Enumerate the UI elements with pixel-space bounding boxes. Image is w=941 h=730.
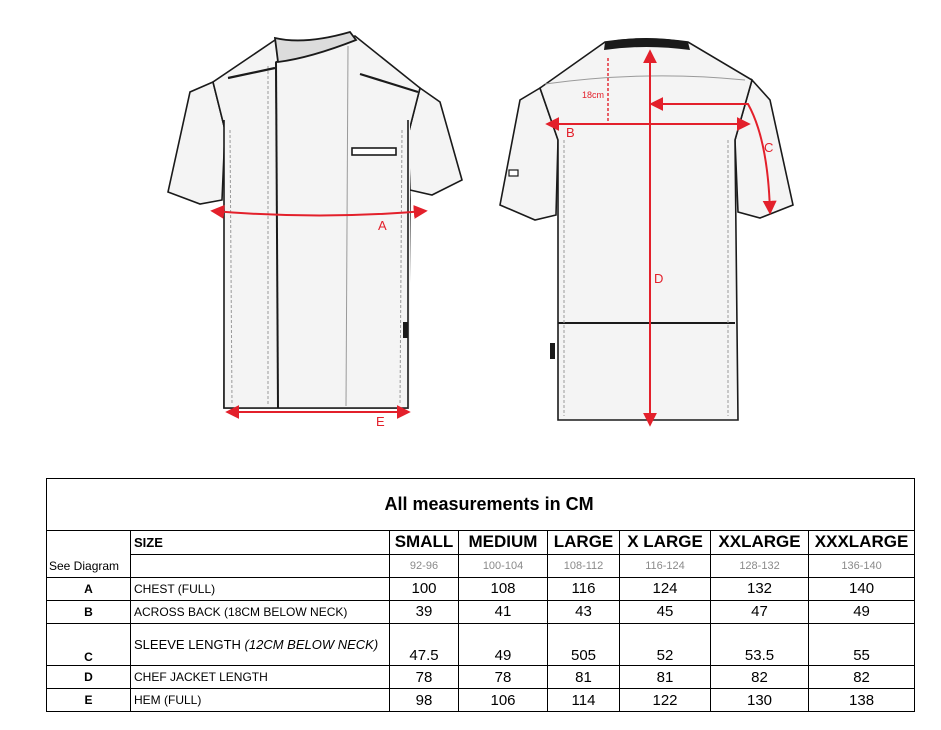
- table-row: [47, 577, 915, 600]
- range-xxxlarge: 136-140: [809, 554, 915, 577]
- table-row: [47, 666, 915, 689]
- measure-c-label: C: [764, 140, 774, 155]
- row-label-italic: (12CM BELOW NECK): [244, 636, 379, 652]
- row-code: A: [47, 577, 131, 600]
- row-code: B: [47, 600, 131, 623]
- cell: 47: [711, 600, 809, 623]
- size-chart-table: [46, 478, 915, 712]
- table-row: [47, 689, 915, 712]
- cell: 43: [548, 600, 620, 623]
- cell: 41: [459, 600, 548, 623]
- chest-pocket: [352, 148, 396, 155]
- size-medium: MEDIUM: [459, 531, 548, 555]
- back-view: [500, 38, 793, 424]
- cell: 114: [548, 689, 620, 712]
- cell: 108: [459, 577, 548, 600]
- cell: 78: [390, 666, 459, 689]
- cell: 45: [620, 600, 711, 623]
- size-large: LARGE: [548, 531, 620, 555]
- cell: 116: [548, 577, 620, 600]
- neck-offset-label: 18cm: [582, 90, 605, 100]
- measure-b-label: B: [566, 125, 575, 140]
- front-left-sleeve: [168, 82, 225, 204]
- cell: 47.5: [390, 623, 459, 666]
- size-xxxlarge: XXXLARGE: [809, 531, 915, 555]
- range-xlarge: 116-124: [620, 554, 711, 577]
- cell: 52: [620, 623, 711, 666]
- cell: 55: [809, 623, 915, 666]
- row-label: CHEST (FULL): [131, 577, 390, 600]
- cell: 140: [809, 577, 915, 600]
- table-row: [47, 623, 915, 666]
- range-large: 108-112: [548, 554, 620, 577]
- back-body: [540, 39, 752, 420]
- range-xxlarge: 128-132: [711, 554, 809, 577]
- size-header: SIZE: [131, 531, 390, 555]
- measure-d-label: D: [654, 271, 664, 286]
- table-row: [47, 600, 915, 623]
- row-code: C: [47, 623, 131, 666]
- cell: 132: [711, 577, 809, 600]
- cell: 49: [809, 600, 915, 623]
- cell: 39: [390, 600, 459, 623]
- cell: 82: [711, 666, 809, 689]
- cell: 106: [459, 689, 548, 712]
- row-code: E: [47, 689, 131, 712]
- cell: 124: [620, 577, 711, 600]
- range-medium: 100-104: [459, 554, 548, 577]
- see-diagram-label: See Diagram: [47, 554, 131, 577]
- cell: 122: [620, 689, 711, 712]
- cell: 81: [548, 666, 620, 689]
- row-code: D: [47, 666, 131, 689]
- corner-cell: [47, 531, 131, 555]
- row-label-main: SLEEVE LENGTH: [134, 636, 245, 652]
- size-xlarge: X LARGE: [620, 531, 711, 555]
- cell: 130: [711, 689, 809, 712]
- row-label: CHEF JACKET LENGTH: [131, 666, 390, 689]
- row-label: HEM (FULL): [131, 689, 390, 712]
- cell: 53.5: [711, 623, 809, 666]
- cell: 81: [620, 666, 711, 689]
- table-title: All measurements in CM: [47, 479, 915, 531]
- range-label-blank: [131, 554, 390, 577]
- measure-e-label: E: [376, 414, 385, 429]
- measure-a-label: A: [378, 218, 387, 233]
- size-small: SMALL: [390, 531, 459, 555]
- cell: 82: [809, 666, 915, 689]
- cell: 78: [459, 666, 548, 689]
- front-view: [168, 32, 462, 429]
- cell: 49: [459, 623, 548, 666]
- cell: 98: [390, 689, 459, 712]
- range-small: 92-96: [390, 554, 459, 577]
- cell: 138: [809, 689, 915, 712]
- row-label: [131, 623, 390, 666]
- size-xxlarge: XXLARGE: [711, 531, 809, 555]
- cell: 100: [390, 577, 459, 600]
- row-label: ACROSS BACK (18CM BELOW NECK): [131, 600, 390, 623]
- cell: 505: [548, 623, 620, 666]
